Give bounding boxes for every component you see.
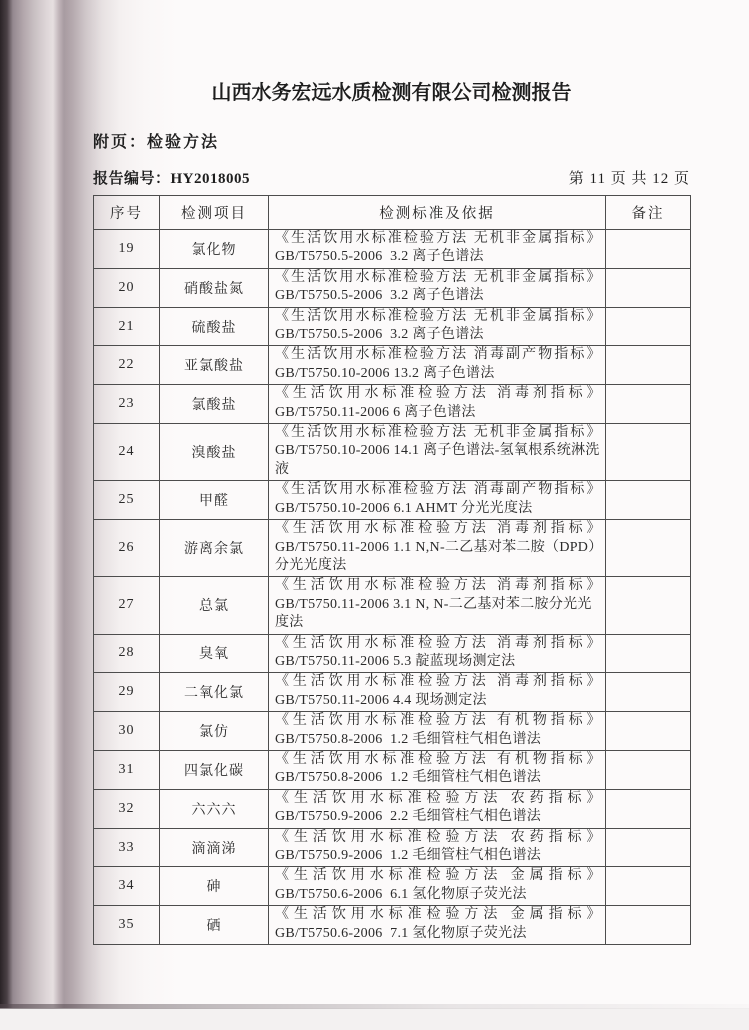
remark-cell — [606, 268, 691, 307]
standard-cell — [269, 230, 606, 269]
table-row — [94, 424, 691, 481]
table-row — [94, 346, 691, 385]
remark-cell — [606, 634, 691, 673]
standard-title-line: 《生活饮用水标准检验方法 消毒剂指标》 — [275, 386, 601, 402]
standard-cell — [269, 424, 606, 481]
standard-cell — [269, 481, 606, 520]
standard-title-line: 《生活饮用水标准检验方法 金属指标》 — [275, 868, 601, 884]
standard-method-line: GB/T5750.6-2006 6.1 氢化物原子荧光法 — [275, 886, 527, 902]
standard-cell — [269, 750, 606, 789]
standard-title-line: 《生活饮用水标准检验方法 消毒剂指标》 — [275, 635, 601, 651]
standard-cell — [269, 867, 606, 906]
standard-cell — [269, 712, 606, 751]
table-row — [94, 481, 691, 520]
standard-method-line: GB/T5750.5-2006 3.2 离子色谱法 — [275, 249, 484, 265]
standard-method-line: GB/T5750.5-2006 3.2 离子色谱法 — [275, 327, 484, 343]
table-row — [94, 750, 691, 789]
attachment-heading: 附页：检验方法 — [93, 134, 220, 151]
row-number-cell: 23 — [94, 385, 160, 424]
table-row — [94, 577, 691, 634]
remark-cell — [606, 346, 691, 385]
standard-method-line: GB/T5750.9-2006 2.2 毛细管柱气相色谱法 — [275, 809, 542, 825]
table-row — [94, 385, 691, 424]
standard-cell — [269, 673, 606, 712]
table-row — [94, 906, 691, 945]
table-row — [94, 867, 691, 906]
table-row — [94, 230, 691, 269]
methods-table-body — [94, 230, 691, 945]
col-header-no: 序号 — [94, 196, 160, 230]
standard-method-line: GB/T5750.11-2006 3.1 N, N-二乙基对苯二胺分光光度法 — [275, 596, 592, 631]
standard-title-line: 《生活饮用水标准检验方法 无机非金属指标》 — [275, 308, 601, 324]
row-number-cell: 31 — [94, 750, 160, 789]
test-item-cell: 氯仿 — [160, 712, 269, 751]
table-row — [94, 268, 691, 307]
table-row — [94, 634, 691, 673]
col-header-item: 检测项目 — [160, 196, 269, 230]
test-item-cell: 四氯化碳 — [160, 750, 269, 789]
table-row — [94, 789, 691, 828]
standard-cell — [269, 828, 606, 867]
remark-cell — [606, 481, 691, 520]
test-item-cell: 总氯 — [160, 577, 269, 634]
test-item-cell: 氯酸盐 — [160, 385, 269, 424]
row-number-cell: 26 — [94, 520, 160, 577]
table-row — [94, 828, 691, 867]
page-indicator: 第 11 页 共 12 页 — [568, 171, 690, 187]
row-number-cell: 19 — [94, 230, 160, 269]
standard-title-line: 《生活饮用水标准检验方法 无机非金属指标》 — [275, 269, 601, 285]
remark-cell — [606, 750, 691, 789]
col-header-remark: 备注 — [606, 196, 691, 230]
standard-title-line: 《生活饮用水标准检验方法 农药指标》 — [275, 790, 601, 806]
standard-title-line: 《生活饮用水标准检验方法 消毒副产物指标》 — [275, 347, 601, 363]
standard-title-line: 《生活饮用水标准检验方法 金属指标》 — [275, 907, 601, 923]
test-item-cell: 二氧化氯 — [160, 673, 269, 712]
standard-cell — [269, 906, 606, 945]
row-number-cell: 22 — [94, 346, 160, 385]
remark-cell — [606, 828, 691, 867]
standard-method-line: GB/T5750.10-2006 6.1 AHMT 分光光度法 — [275, 500, 533, 516]
standard-cell — [269, 346, 606, 385]
row-number-cell: 27 — [94, 577, 160, 634]
table-row — [94, 307, 691, 346]
standard-title-line: 《生活饮用水标准检验方法 消毒剂指标》 — [275, 578, 601, 594]
standard-cell — [269, 520, 606, 577]
test-item-cell: 氯化物 — [160, 230, 269, 269]
standard-title-line: 《生活饮用水标准检验方法 无机非金属指标》 — [275, 231, 601, 246]
standard-method-line: GB/T5750.5-2006 3.2 离子色谱法 — [275, 288, 484, 304]
standard-method-line: GB/T5750.6-2006 7.1 氢化物原子荧光法 — [275, 925, 527, 941]
standard-method-line: GB/T5750.11-2006 6 离子色谱法 — [275, 404, 476, 420]
standard-method-line: GB/T5750.10-2006 14.1 离子色谱法-氢氧根系统淋洗液 — [275, 443, 600, 477]
row-number-cell: 34 — [94, 867, 160, 906]
table-header-row — [94, 196, 691, 230]
standard-title-line: 《生活饮用水标准检验方法 有机物指标》 — [275, 713, 601, 729]
test-item-cell: 硝酸盐氮 — [160, 268, 269, 307]
standard-title-line: 《生活饮用水标准检验方法 有机物指标》 — [275, 751, 601, 767]
remark-cell — [606, 520, 691, 577]
row-number-cell: 29 — [94, 673, 160, 712]
page-content — [93, 0, 690, 945]
standard-method-line: GB/T5750.9-2006 1.2 毛细管柱气相色谱法 — [275, 848, 542, 863]
remark-cell — [606, 424, 691, 481]
standard-title-line: 《生活饮用水标准检验方法 消毒副产物指标》 — [275, 482, 601, 498]
test-item-cell: 硒 — [160, 906, 269, 945]
report-number: 报告编号：HY2018005 — [93, 171, 251, 187]
remark-cell — [606, 230, 691, 269]
test-item-cell: 亚氯酸盐 — [160, 346, 269, 385]
standard-method-line: GB/T5750.11-2006 4.4 现场测定法 — [275, 692, 487, 708]
test-item-cell: 游离余氯 — [160, 520, 269, 577]
row-number-cell: 33 — [94, 828, 160, 867]
report-meta-row — [93, 167, 690, 188]
row-number-cell: 25 — [94, 481, 160, 520]
table-row — [94, 673, 691, 712]
standard-cell — [269, 385, 606, 424]
test-item-cell: 臭氧 — [160, 634, 269, 673]
methods-table — [93, 195, 691, 945]
standard-cell — [269, 789, 606, 828]
col-header-standard: 检测标准及依据 — [269, 196, 606, 230]
standard-method-line: GB/T5750.11-2006 1.1 N,N-二乙基对苯二胺（DPD）分光光度法 — [275, 539, 596, 573]
row-number-cell: 30 — [94, 712, 160, 751]
test-item-cell: 溴酸盐 — [160, 424, 269, 481]
standard-cell — [269, 577, 606, 634]
row-number-cell: 35 — [94, 906, 160, 945]
remark-cell — [606, 867, 691, 906]
row-number-cell: 21 — [94, 307, 160, 346]
remark-cell — [606, 712, 691, 751]
standard-cell — [269, 634, 606, 673]
test-item-cell: 砷 — [160, 867, 269, 906]
scan-bottom-edge — [0, 1008, 749, 1030]
test-item-cell: 硫酸盐 — [160, 307, 269, 346]
standard-title-line: 《生活饮用水标准检验方法 消毒剂指标》 — [275, 521, 601, 537]
remark-cell — [606, 385, 691, 424]
remark-cell — [606, 906, 691, 945]
standard-cell — [269, 307, 606, 346]
standard-title-line: 《生活饮用水标准检验方法 无机非金属指标》 — [275, 425, 601, 441]
standard-title-line: 《生活饮用水标准检验方法 消毒剂指标》 — [275, 674, 601, 690]
standard-method-line: GB/T5750.8-2006 1.2 毛细管柱气相色谱法 — [275, 770, 542, 786]
row-number-cell: 20 — [94, 268, 160, 307]
standard-method-line: GB/T5750.10-2006 13.2 离子色谱法 — [275, 365, 495, 381]
test-item-cell: 滴滴涕 — [160, 828, 269, 867]
standard-method-line: GB/T5750.8-2006 1.2 毛细管柱气相色谱法 — [275, 731, 542, 747]
remark-cell — [606, 307, 691, 346]
standard-method-line: GB/T5750.11-2006 5.3 靛蓝现场测定法 — [275, 653, 516, 669]
table-row — [94, 712, 691, 751]
row-number-cell: 32 — [94, 789, 160, 828]
row-number-cell: 24 — [94, 424, 160, 481]
report-title: 山西水务宏远水质检测有限公司检测报告 — [211, 82, 572, 104]
test-item-cell: 六六六 — [160, 789, 269, 828]
remark-cell — [606, 577, 691, 634]
standard-cell — [269, 268, 606, 307]
test-item-cell: 甲醛 — [160, 481, 269, 520]
remark-cell — [606, 673, 691, 712]
remark-cell — [606, 789, 691, 828]
table-row — [94, 520, 691, 577]
row-number-cell: 28 — [94, 634, 160, 673]
standard-title-line: 《生活饮用水标准检验方法 农药指标》 — [275, 829, 601, 845]
